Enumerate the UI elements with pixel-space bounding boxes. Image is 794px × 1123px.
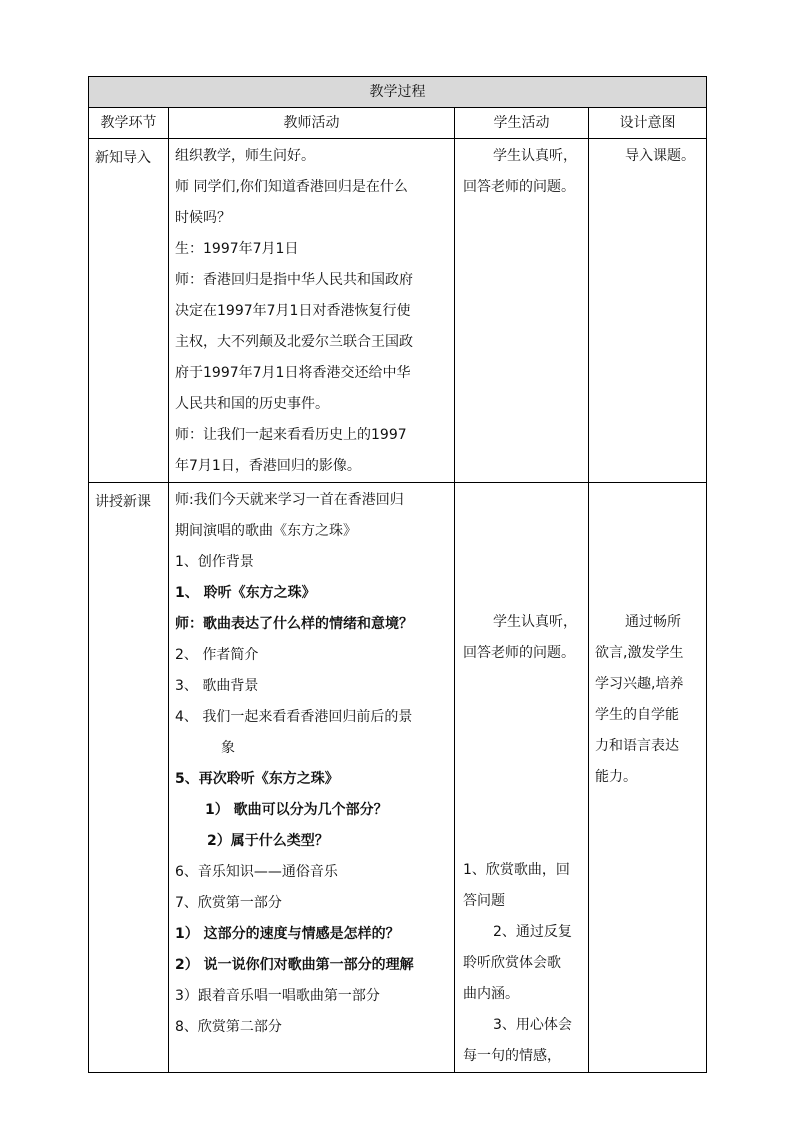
student-line: 3、用心体会	[493, 1017, 572, 1033]
teacher-line: 师：让我们一起来看看历史上的1997	[175, 427, 407, 443]
intent-line: 导入课题。	[625, 148, 695, 164]
student-line: 1、欣赏歌曲，回	[463, 862, 570, 878]
teacher-activity-cell	[169, 139, 455, 483]
intent-line: 学生的自学能	[595, 707, 679, 723]
intent-line: 能力。	[595, 769, 637, 785]
student-line: 2、通过反复	[493, 924, 572, 940]
teacher-line: 师:我们今天就来学习一首在香港回归	[175, 492, 404, 508]
stage-cell	[89, 483, 169, 1073]
table-row	[89, 139, 707, 483]
student-line: 回答老师的问题。	[463, 179, 575, 195]
design-intent-cell	[589, 139, 707, 483]
teacher-line: 1、 聆听《东方之珠》	[175, 585, 316, 601]
header-intent: 设计意图	[589, 108, 707, 139]
header-teacher: 教师活动	[169, 108, 455, 139]
student-line: 答问题	[463, 893, 505, 909]
teacher-line: 府于1997年7月1日将香港交还给中华	[175, 365, 411, 381]
student-line: 学生认真听，	[493, 148, 577, 164]
table-title-row	[89, 77, 707, 108]
student-line: 学生认真听，	[493, 614, 577, 630]
teacher-line: 人民共和国的历史事件。	[175, 396, 329, 412]
teacher-line: 1） 这部分的速度与情感是怎样的？	[175, 926, 400, 942]
intent-line: 力和语言表达	[595, 738, 679, 754]
student-line: 回答老师的问题。	[463, 645, 575, 661]
table-row	[89, 483, 707, 1073]
teacher-line: 8、欣赏第二部分	[175, 1019, 282, 1035]
teacher-line: 2、 作者简介	[175, 647, 259, 663]
teacher-line: 2）属于什么类型？	[207, 833, 329, 849]
table-title: 教学过程	[89, 77, 707, 108]
stage-label: 讲授新课	[95, 494, 151, 510]
teacher-line: 期间演唱的歌曲《东方之珠》	[175, 523, 357, 539]
teacher-line: 生：1997年7月1日	[175, 241, 299, 257]
teacher-line: 师：歌曲表达了什么样的情绪和意境？	[175, 616, 413, 632]
teacher-line: 3）跟着音乐唱一唱歌曲第一部分	[175, 988, 380, 1004]
intent-line: 学习兴趣,培养	[595, 676, 684, 692]
student-activity-cell	[455, 483, 589, 1073]
teacher-line: 主权，大不列颠及北爱尔兰联合王国政	[175, 334, 413, 350]
header-stage: 教学环节	[89, 108, 169, 139]
teacher-line: 1） 歌曲可以分为几个部分？	[205, 802, 388, 818]
header-student: 学生活动	[455, 108, 589, 139]
teacher-line: 5、再次聆听《东方之珠》	[175, 771, 339, 787]
teacher-activity-cell	[169, 483, 455, 1073]
stage-cell	[89, 139, 169, 483]
intent-line: 通过畅所	[625, 614, 681, 630]
teacher-line: 师：香港回归是指中华人民共和国政府	[175, 272, 413, 288]
cell-spacer	[463, 669, 588, 855]
student-line: 每一句的情感，	[463, 1048, 561, 1064]
stage-label: 新知导入	[95, 150, 151, 166]
teacher-line: 3、 歌曲背景	[175, 678, 259, 694]
teacher-line: 决定在1997年7月1日对香港恢复行使	[175, 303, 411, 319]
lesson-plan-document	[88, 76, 706, 1073]
table-header-row	[89, 108, 707, 139]
teacher-line: 象	[221, 740, 235, 756]
teacher-line: 4、 我们一起来看看香港回归前后的景	[175, 709, 413, 725]
intent-line: 欲言,激发学生	[595, 645, 684, 661]
cell-spacer	[595, 485, 706, 607]
cell-spacer	[463, 485, 588, 607]
teaching-process-table	[88, 76, 707, 1073]
student-line: 曲内涵。	[463, 986, 519, 1002]
student-line: 聆听欣赏体会歌	[463, 955, 561, 971]
teacher-line: 1、创作背景	[175, 554, 254, 570]
teacher-line: 师 同学们,你们知道香港回归是在什么	[175, 179, 408, 195]
student-activity-cell	[455, 139, 589, 483]
teacher-line: 时候吗？	[175, 210, 231, 226]
teacher-line: 2） 说一说你们对歌曲第一部分的理解	[175, 957, 414, 973]
teacher-line: 年7月1日，香港回归的影像。	[175, 458, 361, 474]
teacher-line: 7、欣赏第一部分	[175, 895, 282, 911]
teacher-line: 6、音乐知识——通俗音乐	[175, 864, 338, 880]
design-intent-cell	[589, 483, 707, 1073]
teacher-line: 组织教学，师生问好。	[175, 148, 315, 164]
